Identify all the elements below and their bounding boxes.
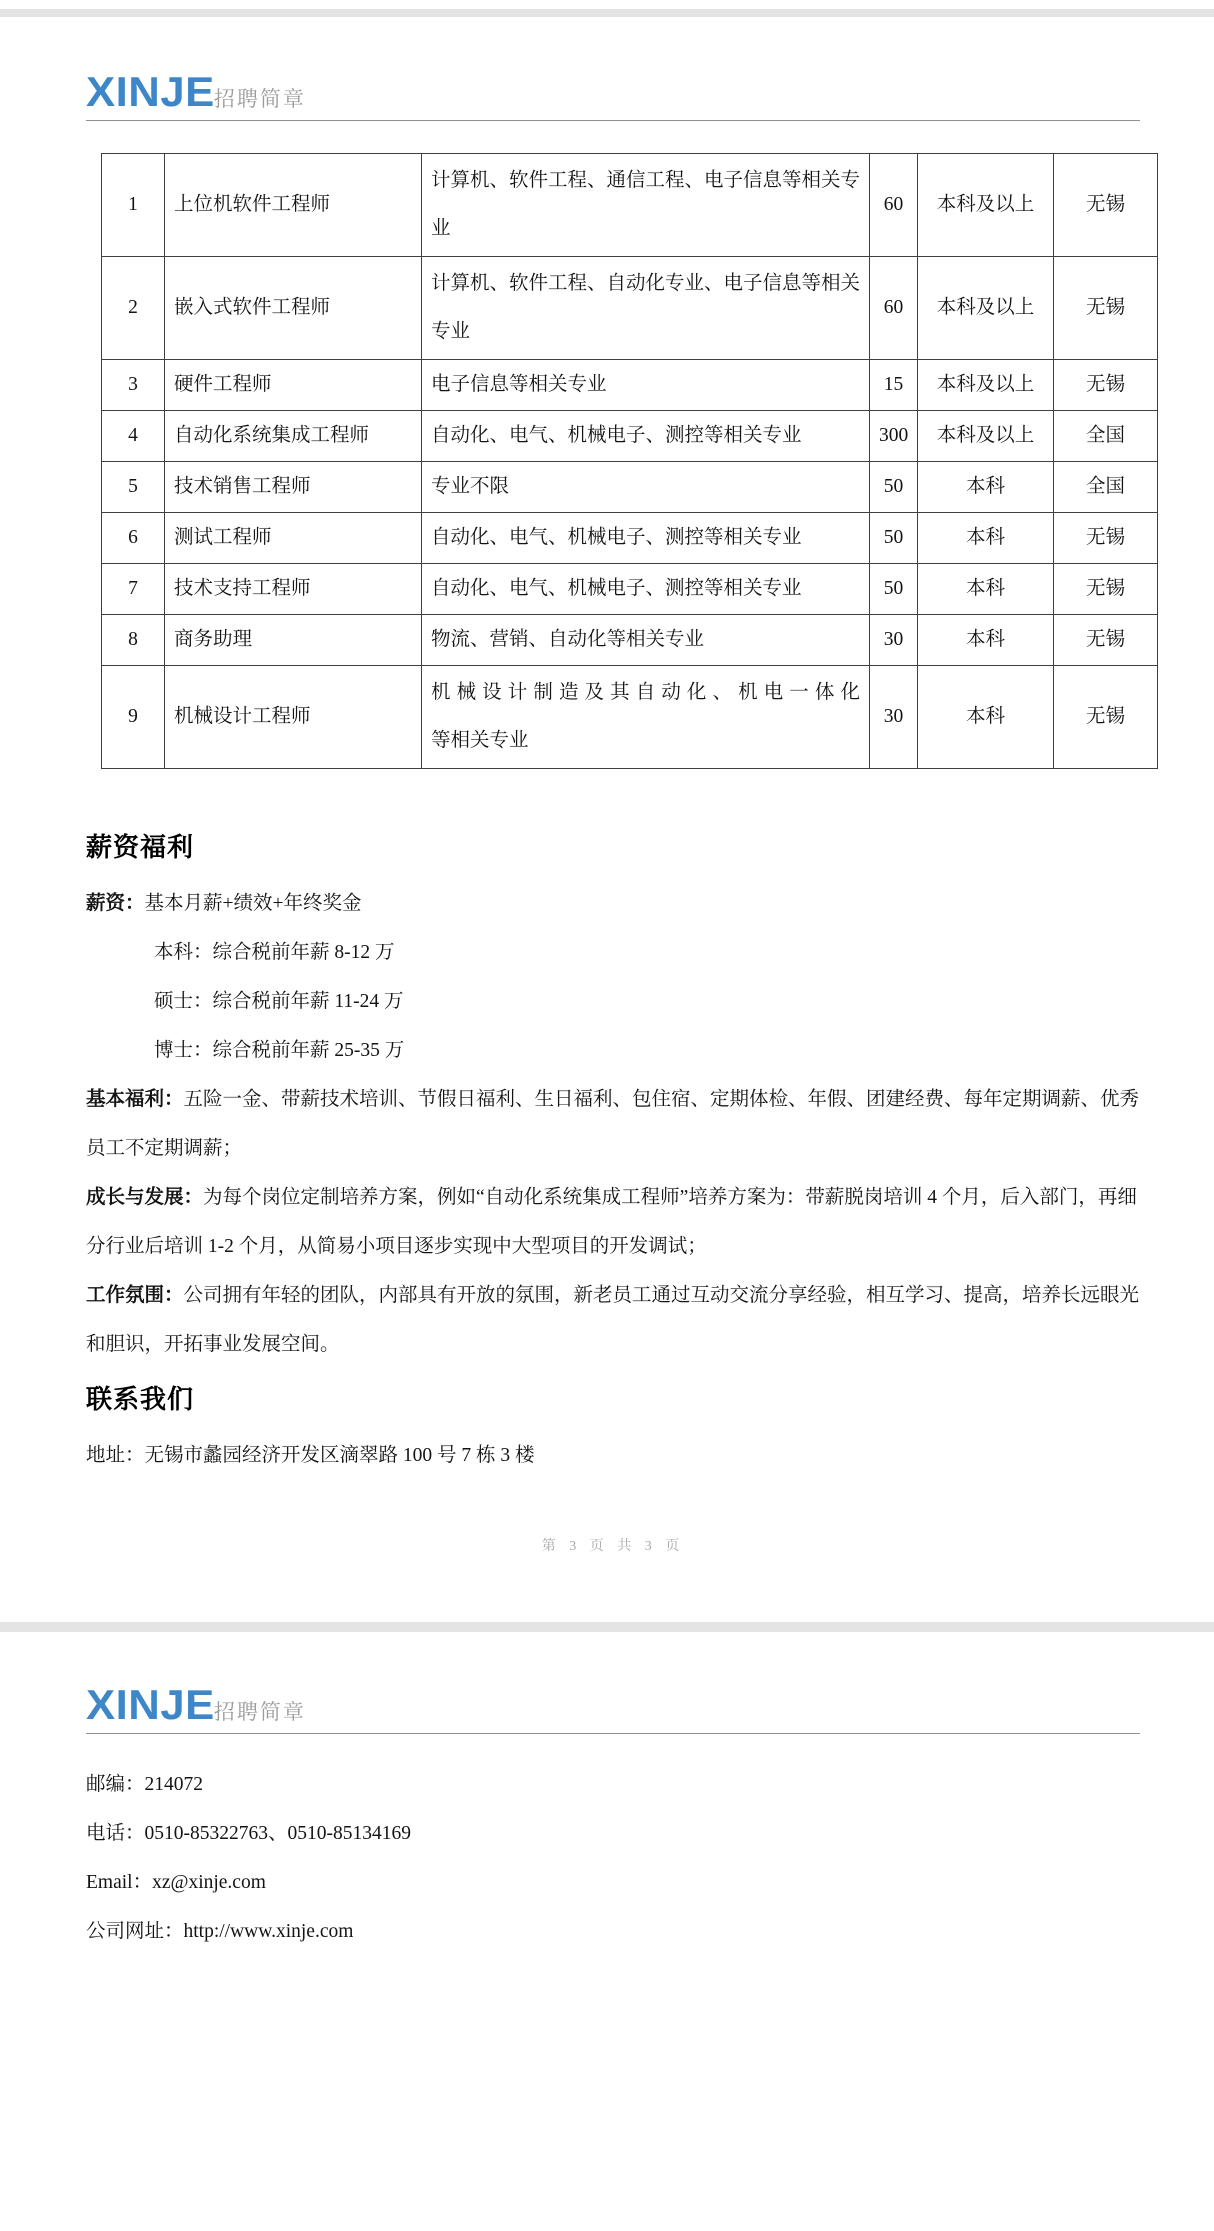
address-line bbox=[86, 1431, 1140, 1480]
cell-degree: 本科 bbox=[918, 666, 1054, 769]
cell-majors: 机械设计制造及其自动化、机电一体化 等相关专业 bbox=[422, 666, 870, 769]
brand bbox=[86, 68, 1140, 115]
page-separator-top bbox=[0, 9, 1214, 17]
cell-degree: 本科 bbox=[918, 615, 1054, 666]
job-row bbox=[102, 462, 1158, 513]
cell-location: 无锡 bbox=[1054, 564, 1158, 615]
cell-position: 机械设计工程师 bbox=[165, 666, 422, 769]
xinje-logo: XINJE bbox=[86, 68, 215, 115]
cell-index: 7 bbox=[102, 564, 165, 615]
cell-headcount: 30 bbox=[870, 615, 918, 666]
atmosphere-text: 公司拥有年轻的团队，内部具有开放的氛围，新老员工通过互动交流分享经验，相互学习、提高，培养长远眼光和胆识，开拓事业发展空间。 bbox=[86, 1285, 1140, 1355]
header-rule bbox=[86, 1733, 1140, 1734]
job-row bbox=[102, 615, 1158, 666]
growth-line bbox=[86, 1173, 1140, 1271]
cell-majors: 计算机、软件工程、通信工程、电子信息等相关专业 bbox=[422, 154, 870, 257]
cell-index: 5 bbox=[102, 462, 165, 513]
salary-label: 薪资： bbox=[86, 893, 145, 914]
cell-location: 无锡 bbox=[1054, 615, 1158, 666]
benefits-label: 基本福利： bbox=[86, 1089, 184, 1110]
job-row bbox=[102, 666, 1158, 769]
cell-location: 无锡 bbox=[1054, 666, 1158, 769]
salary-line bbox=[86, 879, 1140, 928]
postcode-line bbox=[86, 1760, 1140, 1809]
cell-position: 技术支持工程师 bbox=[165, 564, 422, 615]
cell-position: 技术销售工程师 bbox=[165, 462, 422, 513]
cell-majors: 自动化、电气、机械电子、测控等相关专业 bbox=[422, 564, 870, 615]
cell-position: 嵌入式软件工程师 bbox=[165, 257, 422, 360]
phone-line bbox=[86, 1809, 1140, 1858]
cell-majors: 计算机、软件工程、自动化专业、电子信息等相关专业 bbox=[422, 257, 870, 360]
job-row bbox=[102, 257, 1158, 360]
cell-degree: 本科 bbox=[918, 462, 1054, 513]
phone-label: 电话： bbox=[86, 1823, 145, 1844]
cell-location: 无锡 bbox=[1054, 360, 1158, 411]
brand bbox=[86, 1681, 1140, 1728]
cell-index: 2 bbox=[102, 257, 165, 360]
document-header bbox=[86, 1632, 1140, 1734]
cell-degree: 本科及以上 bbox=[918, 360, 1054, 411]
cell-position: 自动化系统集成工程师 bbox=[165, 411, 422, 462]
cell-position: 上位机软件工程师 bbox=[165, 154, 422, 257]
salary-tier-bachelor: 本科：综合税前年薪 8-12 万 bbox=[154, 942, 395, 963]
cell-index: 6 bbox=[102, 513, 165, 564]
cell-position: 硬件工程师 bbox=[165, 360, 422, 411]
salary-tier-master: 硕士：综合税前年薪 11-24 万 bbox=[154, 991, 404, 1012]
cell-headcount: 60 bbox=[870, 154, 918, 257]
cell-position: 商务助理 bbox=[165, 615, 422, 666]
job-row bbox=[102, 360, 1158, 411]
cell-degree: 本科及以上 bbox=[918, 257, 1054, 360]
job-row bbox=[102, 411, 1158, 462]
salary-benefits-heading: 薪资福利 bbox=[86, 832, 195, 862]
website-label: 公司网址： bbox=[86, 1921, 184, 1942]
contact-us-heading: 联系我们 bbox=[86, 1384, 195, 1414]
cell-index: 9 bbox=[102, 666, 165, 769]
page-4 bbox=[0, 1632, 1214, 2231]
address-label: 地址： bbox=[86, 1445, 145, 1466]
atmosphere-line bbox=[86, 1271, 1140, 1369]
cell-majors: 电子信息等相关专业 bbox=[422, 360, 870, 411]
website-line bbox=[86, 1907, 1140, 1956]
cell-majors: 自动化、电气、机械电子、测控等相关专业 bbox=[422, 513, 870, 564]
postcode-label: 邮编： bbox=[86, 1774, 145, 1795]
email-label: Email： bbox=[86, 1872, 153, 1893]
brand-tagline: 招聘简章 bbox=[213, 88, 306, 111]
benefits-line bbox=[86, 1075, 1140, 1173]
cell-degree: 本科及以上 bbox=[918, 154, 1054, 257]
cell-index: 4 bbox=[102, 411, 165, 462]
cell-location: 全国 bbox=[1054, 411, 1158, 462]
cell-headcount: 30 bbox=[870, 666, 918, 769]
cell-headcount: 50 bbox=[870, 513, 918, 564]
page-3 bbox=[0, 17, 1214, 1622]
growth-text: 为每个岗位定制培养方案，例如“自动化系统集成工程师”培养方案为：带薪脱岗培训 4 个月，后入部门，再细分行业后培训 1-2 个月，从简易小项目逐步实现中大型项目的开发调试； bbox=[86, 1187, 1137, 1257]
salary-tier-phd: 博士：综合税前年薪 25-35 万 bbox=[154, 1040, 405, 1061]
cell-headcount: 60 bbox=[870, 257, 918, 360]
page-number: 第 3 页 共 3 页 bbox=[541, 1539, 685, 1554]
atmosphere-label: 工作氛围： bbox=[86, 1285, 184, 1306]
cell-degree: 本科及以上 bbox=[918, 411, 1054, 462]
cell-location: 全国 bbox=[1054, 462, 1158, 513]
cell-position: 测试工程师 bbox=[165, 513, 422, 564]
phone-value: 0510-85322763、0510-85134169 bbox=[144, 1823, 412, 1844]
cell-location: 无锡 bbox=[1054, 257, 1158, 360]
job-row bbox=[102, 564, 1158, 615]
cell-headcount: 50 bbox=[870, 462, 918, 513]
xinje-logo: XINJE bbox=[86, 1681, 215, 1728]
job-row bbox=[102, 513, 1158, 564]
website-value: http://www.xinje.com bbox=[183, 1921, 354, 1942]
cell-index: 3 bbox=[102, 360, 165, 411]
cell-location: 无锡 bbox=[1054, 513, 1158, 564]
cell-headcount: 50 bbox=[870, 564, 918, 615]
page-separator-middle bbox=[0, 1622, 1214, 1632]
cell-degree: 本科 bbox=[918, 513, 1054, 564]
contact-details bbox=[86, 1760, 1140, 1956]
cell-headcount: 15 bbox=[870, 360, 918, 411]
email-value: xz@xinje.com bbox=[152, 1872, 266, 1893]
header-rule bbox=[86, 120, 1140, 121]
job-row bbox=[102, 154, 1158, 257]
brand-tagline: 招聘简章 bbox=[213, 1701, 306, 1724]
document-header bbox=[86, 17, 1140, 121]
cell-degree: 本科 bbox=[918, 564, 1054, 615]
cell-index: 8 bbox=[102, 615, 165, 666]
address-value: 无锡市蠡园经济开发区滴翠路 100 号 7 栋 3 楼 bbox=[144, 1445, 535, 1466]
cell-location: 无锡 bbox=[1054, 154, 1158, 257]
benefits-text: 五险一金、带薪技术培训、节假日福利、生日福利、包住宿、定期体检、年假、团建经费、每年定期调薪、优秀员工不定期调薪； bbox=[86, 1089, 1140, 1159]
growth-label: 成长与发展： bbox=[86, 1187, 204, 1208]
jobs-table bbox=[101, 153, 1158, 769]
cell-majors: 物流、营销、自动化等相关专业 bbox=[422, 615, 870, 666]
cell-headcount: 300 bbox=[870, 411, 918, 462]
cell-majors: 自动化、电气、机械电子、测控等相关专业 bbox=[422, 411, 870, 462]
postcode-value: 214072 bbox=[144, 1774, 204, 1795]
salary-text: 基本月薪+绩效+年终奖金 bbox=[144, 893, 362, 914]
cell-index: 1 bbox=[102, 154, 165, 257]
cell-majors: 专业不限 bbox=[422, 462, 870, 513]
email-line bbox=[86, 1858, 1140, 1907]
